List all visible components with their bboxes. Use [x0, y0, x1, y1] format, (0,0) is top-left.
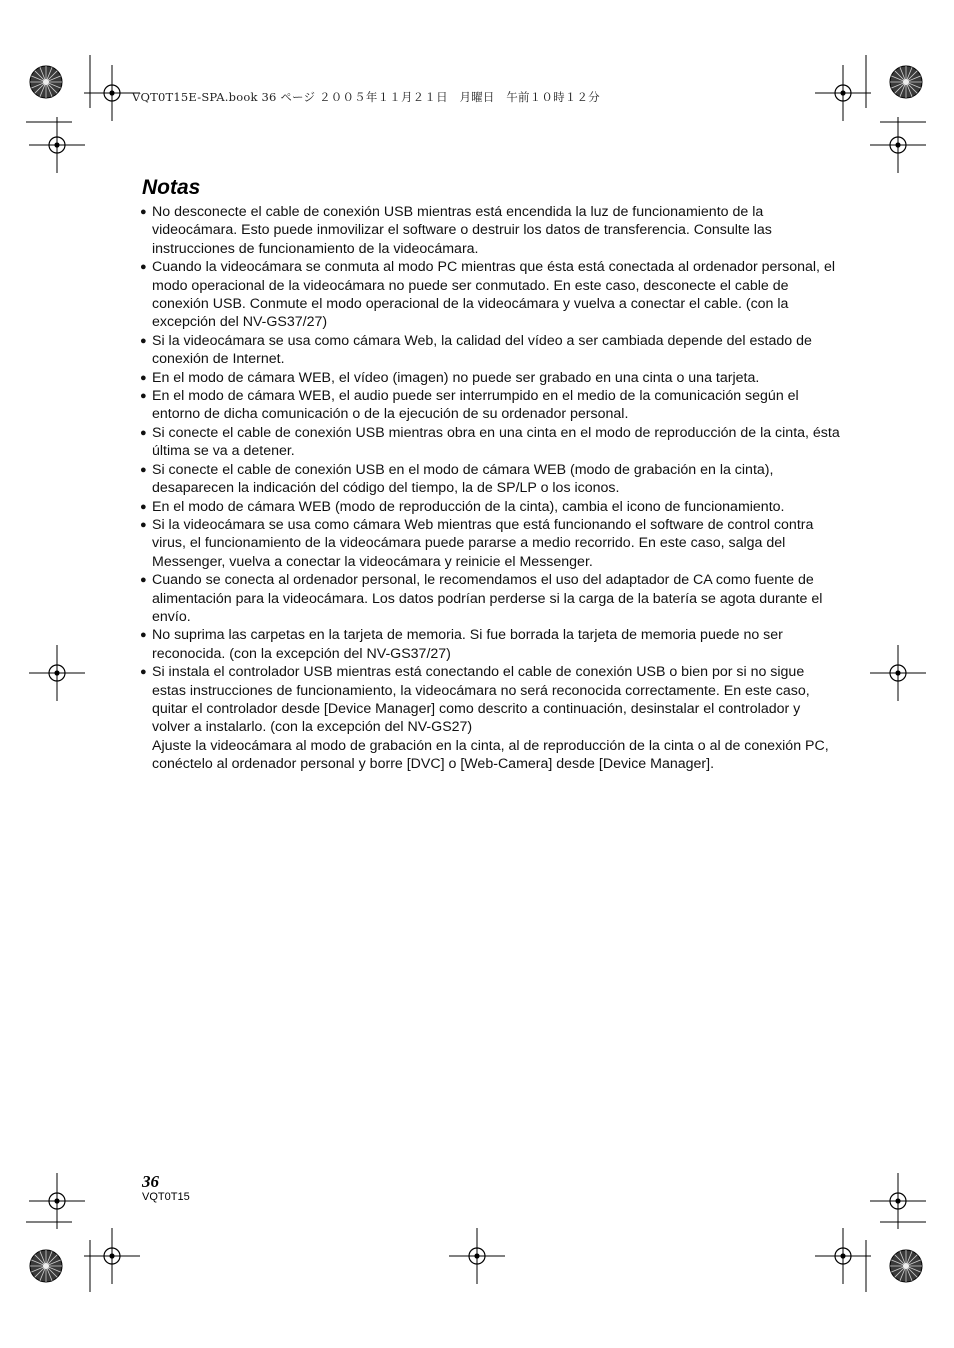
note-item [140, 369, 840, 387]
bullet-icon: ● [140, 390, 147, 403]
note-item [140, 258, 840, 332]
bullet-icon: ● [140, 206, 147, 218]
star-target-bottom-left [30, 1250, 62, 1282]
star-target-top-left [30, 66, 62, 98]
note-item [140, 571, 840, 626]
note-item [140, 387, 840, 424]
registration-target-middle-left [29, 645, 85, 701]
star-target-bottom-right [890, 1250, 922, 1282]
bullet-icon: ● [140, 629, 147, 642]
bullet-icon: ● [140, 666, 147, 679]
note-item [140, 461, 840, 498]
registration-target-bottom-right [815, 1228, 871, 1284]
note-text: Cuando la videocámara se conmuta al modo PC mientras que ésta está conectada al ordenador personal, el modo operacional de la videocámara no puede ser conmutado. En este caso, desconecte el cable de conexión USB. Conmute el modo operacional de la videocámara y vuelva a conectar el cable. (con la excepción del NV-GS37/27) [152, 259, 835, 331]
registration-target-right-lower [870, 1173, 926, 1229]
note-text: Si instala el controlador USB mientras está conectando el cable de conexión USB o bien por si no sigue estas instrucciones de funcionamiento, la videocámara no será reconocida correctamente. En este caso, quitar el controlador desde [Device Manager] como descrito a continuación, desinstalar el controlador y volver a instalarlo. (con la excepción del NV-GS27) [152, 664, 810, 736]
note-item [140, 424, 840, 461]
note-extra-text: Ajuste la videocámara al modo de grabación en la cinta, al de reproducción de la cinta o al de conexión PC, conéctelo al ordenador personal y borre [DVC] o [Web-Camera] desde [Device Manager]. [152, 737, 829, 773]
note-item [140, 498, 840, 516]
note-text: Si conecte el cable de conexión USB mientras obra en una cinta en el modo de reproducción de la cinta, ésta última se va a detener. [152, 424, 840, 460]
registration-target-bottom-left [84, 1228, 140, 1284]
note-text: Si conecte el cable de conexión USB en el modo de cámara WEB (modo de grabación en la cinta), desaparecen la indicación del código del tiempo, la de SP/LP o los iconos. [152, 461, 774, 497]
note-text: No desconecte el cable de conexión USB mientras está encendida la luz de funcionamiento de la videocámara. Esto puede inmovilizar el software o destruir los datos de transferencia. Consulte las instrucciones de funcionamiento de la videocámara. [152, 204, 772, 257]
bullet-icon: ● [140, 500, 147, 513]
note-text: Cuando se conecta al ordenador personal, le recomendamos el uso del adaptador de CA como fuente de alimentación para la videocámara. Los datos podrían perderse si la carga de la batería se agota durante el envío. [152, 572, 823, 625]
bullet-icon: ● [140, 371, 147, 384]
star-target-top-right [890, 66, 922, 98]
print-header: VQT0T15E-SPA.book 36 ページ ２００５年１１月２１日 月曜日 午前１０時１２分 [132, 90, 600, 104]
note-text: En el modo de cámara WEB (modo de reproducción de la cinta), cambia el icono de funcionamiento. [152, 498, 785, 515]
note-text: No suprima las carpetas en la tarjeta de memoria. Si fue borrada la tarjeta de memoria puede no ser reconocida. (con la excepción del NV-GS37/27) [152, 627, 783, 662]
note-text: Si la videocámara se usa como cámara Web, la calidad del vídeo a ser cambiada depende del estado de conexión de Internet. [152, 332, 812, 368]
registration-target-middle-right [870, 645, 926, 701]
registration-target-right-upper [870, 117, 926, 173]
bullet-icon: ● [140, 574, 147, 587]
page-title: Notas [142, 176, 201, 199]
registration-target-top-right [815, 65, 871, 121]
note-item [140, 626, 840, 663]
note-text: En el modo de cámara WEB, el vídeo (imagen) no puede ser grabado en una cinta o una tarjeta. [152, 369, 760, 386]
registration-target-left-upper [29, 117, 85, 173]
page-number: 36 [142, 1172, 159, 1191]
note-text: En el modo de cámara WEB, el audio puede ser interrumpido en el medio de la comunicación según el entorno de dicha comunicación o de la ejecución de su ordenador personal. [152, 388, 799, 423]
document-code: VQT0T15 [142, 1191, 190, 1203]
bullet-icon: ● [140, 261, 147, 274]
note-item [140, 203, 840, 258]
note-text: Si la videocámara se usa como cámara Web mientras que está funcionando el software de control contra virus, el funcionamiento de la videocámara puede pararse a medio recorrido. En este caso, salga del Messenger, vuelva a conectar la videocámara y reinicie el Messenger. [152, 516, 814, 570]
notes-list [140, 203, 840, 774]
note-item [140, 516, 840, 571]
registration-target-left-lower [29, 1173, 85, 1229]
note-item [140, 332, 840, 369]
bullet-icon: ● [140, 463, 147, 476]
bullet-icon: ● [140, 334, 147, 347]
registration-target-bottom-center [449, 1228, 505, 1284]
note-item [140, 663, 840, 773]
bullet-icon: ● [140, 518, 147, 531]
bullet-icon: ● [140, 426, 147, 439]
